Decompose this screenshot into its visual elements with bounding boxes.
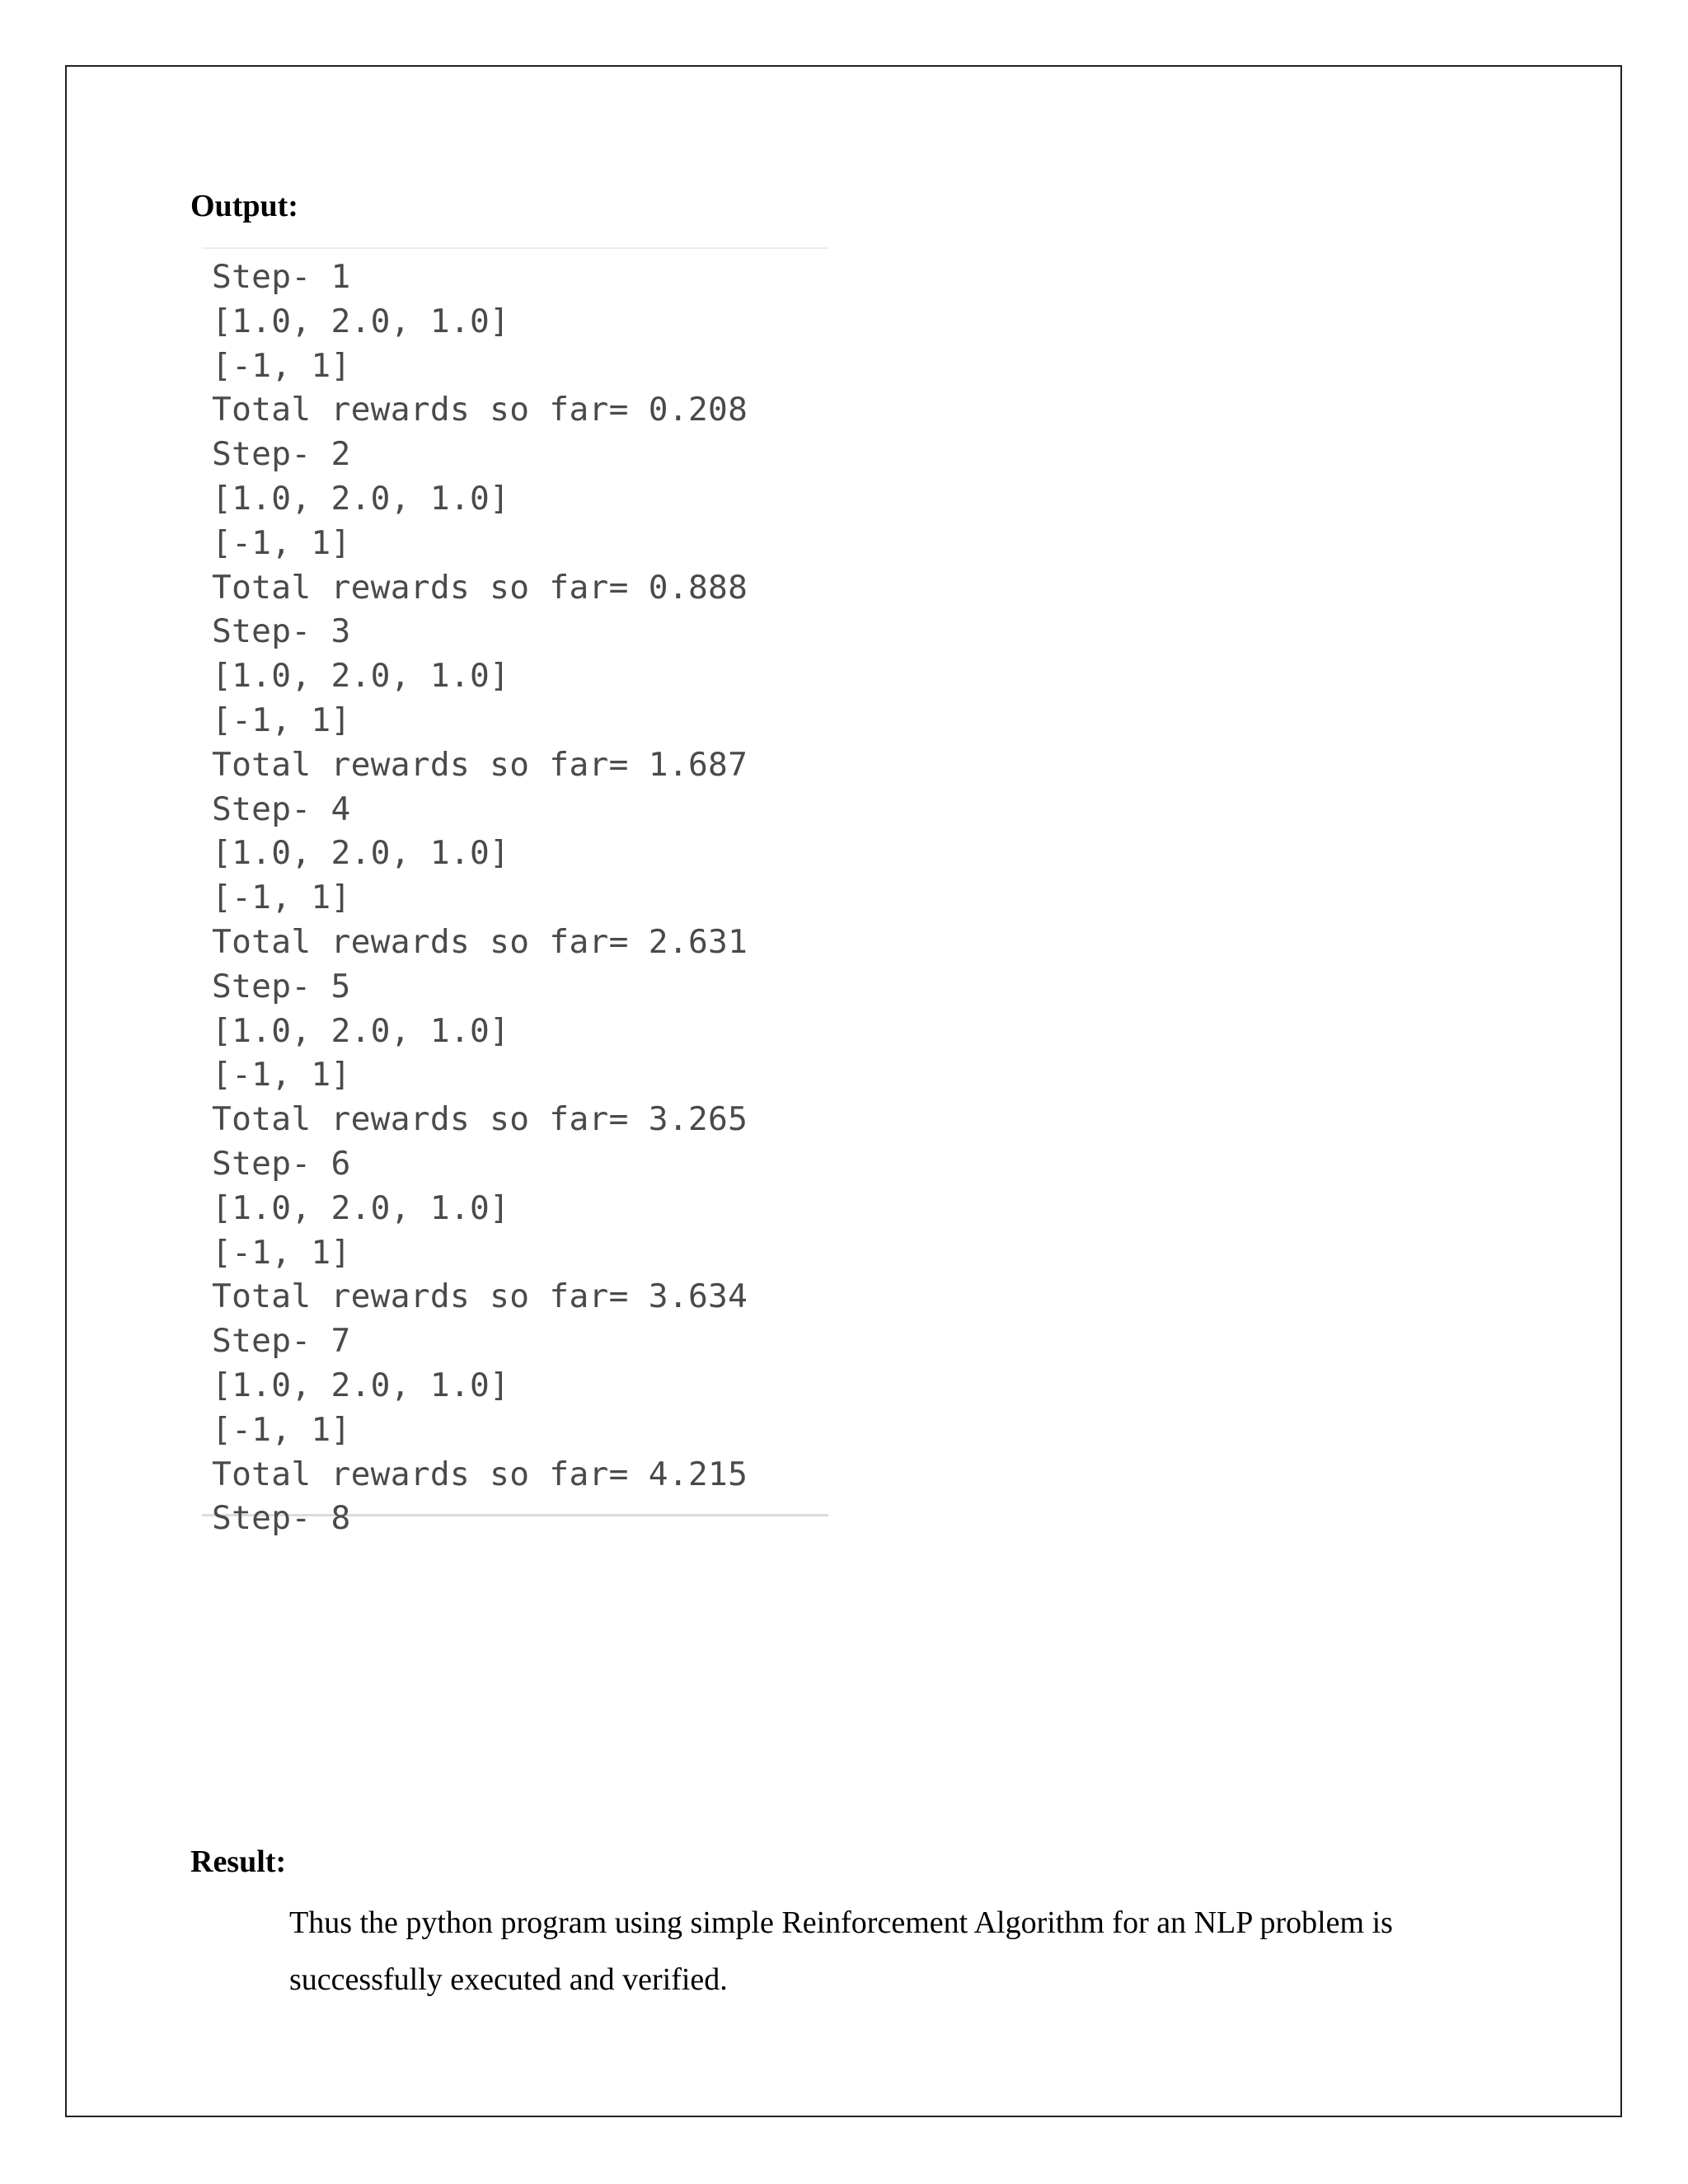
console-line: [1.0, 2.0, 1.0] — [212, 1188, 510, 1227]
console-line: [-1, 1] — [212, 523, 351, 562]
console-line: [-1, 1] — [212, 1410, 351, 1449]
console-line: [-1, 1] — [212, 879, 351, 917]
console-output — [202, 247, 828, 1538]
console-line: [1.0, 2.0, 1.0] — [212, 657, 510, 696]
console-line: [1.0, 2.0, 1.0] — [212, 1011, 510, 1050]
console-line: [-1, 1] — [212, 346, 351, 385]
console-line: [1.0, 2.0, 1.0] — [212, 834, 510, 873]
console-line: Total rewards so far= 3.634 — [212, 1277, 748, 1316]
console-line: Total rewards so far= 3.265 — [212, 1100, 748, 1139]
console-line: [1.0, 2.0, 1.0] — [212, 479, 510, 518]
console-line: Step- 7 — [212, 1322, 351, 1361]
console-line: Step- 2 — [212, 435, 351, 474]
console-line: Total rewards so far= 0.888 — [212, 568, 748, 607]
console-line: Step- 5 — [212, 967, 351, 1005]
console-line: [-1, 1] — [212, 1056, 351, 1094]
console-line: [-1, 1] — [212, 1233, 351, 1272]
console-line: [1.0, 2.0, 1.0] — [212, 1366, 510, 1404]
console-line: [1.0, 2.0, 1.0] — [212, 302, 510, 340]
console-line: Total rewards so far= 4.215 — [212, 1455, 748, 1493]
console-line: Step- 3 — [212, 612, 351, 651]
result-text: Thus the python program using simple Reinforcement Algorithm for an NLP problem is successfully executed and verified. — [289, 1905, 1393, 1997]
console-line: [-1, 1] — [212, 701, 351, 739]
console-lines — [212, 255, 748, 1541]
result-heading: Result: — [190, 1844, 287, 1879]
console-line: Total rewards so far= 2.631 — [212, 922, 748, 961]
console-line: Step- 8 — [212, 1499, 351, 1538]
console-line: Total rewards so far= 1.687 — [212, 745, 748, 784]
console-line: Total rewards so far= 0.208 — [212, 391, 748, 429]
console-line: Step- 6 — [212, 1144, 351, 1183]
console-line: Step- 1 — [212, 258, 351, 296]
output-heading: Output: — [190, 189, 298, 223]
console-line: Step- 4 — [212, 790, 351, 828]
